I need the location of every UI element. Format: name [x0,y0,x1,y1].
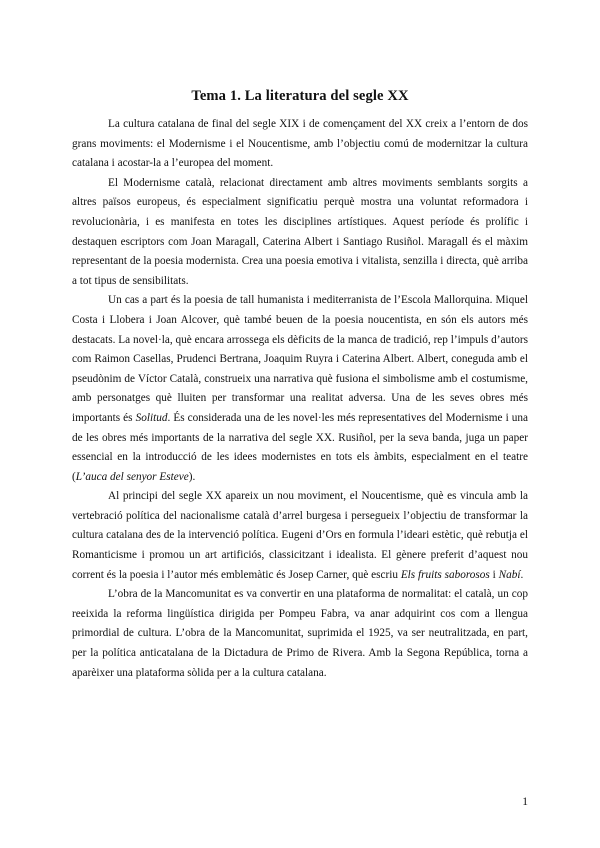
text-run: Un cas a part és la poesia de tall humanista i mediterranista de l’Escola Mallorquina. Miquel Costa i Llobera i Joan Alcover, què també beuen de la poesia noucentista, en són els autors més destacats. La novel·la, què encara arrossega els dèficits de la manca de tradició, rep l’impuls d’autors com Raimon Casellas, Prudenci Bertrana, Joaquim Ruyra i Caterina Albert. Albert, coneguda amb el pseudònim de Víctor Català, construeix una narrativa què fusiona el simbolisme amb el costumisme, amb personatges què lluiten per transformar una realitat adversa. Una de les seves obres més importants és [72,294,528,424]
text-run: ). [188,470,196,483]
paragraph-4 [72,487,528,585]
paragraph-2 [72,174,528,292]
italic-title: Solitud [135,411,168,424]
paragraph-5 [72,585,528,683]
text-run: . [520,568,524,581]
paragraph-1 [72,115,528,174]
document-body [72,115,528,683]
text-run: Al principi del segle XX apareix un nou moviment, el Noucentisme, què es vincula amb la vertebració política del nacionalisme català d’arrel burgesa i persegueix l’objectiu de transformar la cultura catalana des de la intervenció política. Eugeni d’Ors en formula l’ideari estètic, què rebutja el Romanticisme i promou un art artificiós, classicitzant i idealista. El gènere preferit d’aquest nou corrent és la poesia i l’autor més emblemàtic és Josep Carner, què escriu [72,490,528,581]
document-page [72,88,528,683]
italic-title: Nabí [498,568,521,581]
text-run: El Modernisme català, relacionat directament amb altres moviments semblants sorgits a altres països europeus, és especialment significatiu perquè mostra una voluntat reformadora i revolucionària, i es manifesta en totes les disciplines artístiques. Aquest període és prolífic i destaquen escriptors com Joan Maragall, Caterina Albert i Santiago Rusiñol. Maragall és el màxim representant de la poesia modernista. Crea una poesia emotiva i vitalista, senzilla i directa, què arriba a tot tipus de sensibilitats. [72,176,528,287]
italic-title: Els fruits saborosos [400,568,490,581]
document-title: Tema 1. La literatura del segle XX [191,88,409,104]
page-number: 1 [522,796,528,808]
paragraph-3 [72,291,528,487]
text-run: La cultura catalana de final del segle XIX i de començament del XX creix a l’entorn de dos grans moviments: el Modernisme i el Noucentisme, amb l’objectiu comú de modernitzar la cultura catalana i acostar-la a l’europea del moment. [72,118,528,170]
text-run: i [489,568,499,581]
text-run: . És considerada una de les novel·les més representatives del Modernisme i una de les obres més importants de la narrativa del segle XX. Rusiñol, per la seva banda, juga un paper essencial en la introducció de les idees modernistes en tots els àmbits, especialment en el teatre ( [72,411,528,483]
italic-title: L’auca del senyor Esteve [75,470,189,483]
text-run: L’obra de la Mancomunitat es va convertir en una plataforma de normalitat: el català, un cop reeixida la reforma lingüística dirigida per Pompeu Fabra, va anar adquirint cos com a llengua primordial de cultura. L’obra de la Mancomunitat, suprimida el 1925, va ser neutralitzada, en part, per la política anticatalana de la Dictadura de Primo de Rivera. Amb la Segona República, torna a aparèixer una plataforma sòlida per a la cultura catalana. [72,588,528,679]
